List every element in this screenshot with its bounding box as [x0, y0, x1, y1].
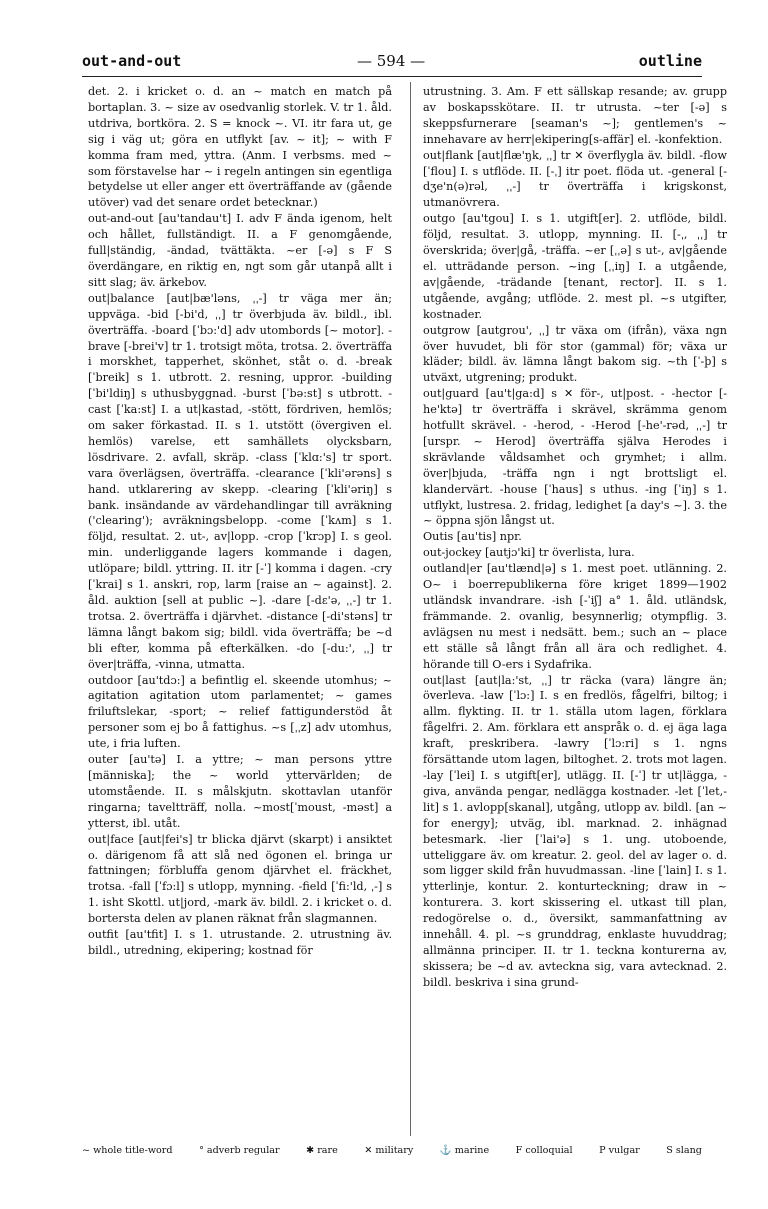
- dictionary-entry: Outis [au'tis] npr.: [423, 530, 522, 544]
- legend-item: ~ whole title-word: [82, 1145, 173, 1156]
- abbreviation-legend: [82, 1145, 702, 1156]
- dictionary-entry: outdoor [au'tdɔ:] a befintlig el. skeende utomhus; ~ agitation agitation utom parlamentet; ~ games friluftslekar, -sport; ~ relief fattigunderstöd åt personer som ej bo å fattighus. ~s [ˌˌz] adv utomhus, ute, i fria luften.: [88, 673, 392, 751]
- page-number: — 594 —: [357, 52, 426, 70]
- dictionary-entry: outland|er [au'tlænd|ə] s 1. mest poet. utlänning. 2. O~ i boerrepublikerna före kriget 1899—1902 utländsk invandrare. -ish [-ˈiʃ] a° 1. åld. utländsk, främmande. 2. ovanlig, besynnerlig; otympflig. 3. avlägsen nu mest i nedsätt. bem.; such an ~ place ett ställe så långt från all ära och redlighet. 4. hörande till O-ers i Sydafrika.: [423, 562, 727, 671]
- left-column: [88, 84, 392, 959]
- dictionary-entry: outfit [au'tfit] I. s 1. utrustande. 2. utrustning äv. bildl., utredning, ekipering; kostnad för: [88, 928, 392, 957]
- legend-item: F colloquial: [515, 1145, 573, 1156]
- dictionary-entry: out|flank [aut|flæ'ŋk, ˌˌ] tr ✕ överflygla äv. bildl. -flow [ˈflou] I. s utflöde. II. [-ˌ] itr poet. flöda ut. -general [-dʒe'n(ə)rəl, ˌˌ-] tr överträffa i krigskonst, utmanövrera.: [423, 148, 727, 210]
- legend-item: P vulgar: [599, 1145, 640, 1156]
- legend-item: S slang: [666, 1145, 702, 1156]
- dictionary-entry: out|face [aut|fei's] tr blicka djärvt (skarpt) i ansiktet o. därigenom få att slå ned ögonen el. bringa ur fattningen; förbluffa genom djärvhet el. fräckhet, trotsa. -fall [ˈfɔ:l] s utlopp, mynning. -field [ˈfi:'ld, ˌ-] s 1. isht Skottl. ut|jord, -mark äv. bildl. 2. i kricket o. d. bortersta delen av planen räknat från slagmannen.: [88, 832, 392, 926]
- left-running-head: out-and-out: [82, 52, 182, 70]
- dictionary-entry: out|last [aut|la:'st, ˌˌ] tr räcka (vara) längre än; överleva. -law [ˈlɔ:] I. s en fredlös, fågelfri, biltog; i allm. flykting. II. tr 1. ställa utom lagen, förklara fågelfri. 2. Am. förklara ett anspråk o. d. ej äga laga kraft, preskribera. -lawry [ˈlɔ:ri] s 1. ngns försättande utom lagen, biltoghet. 2. trots mot lagen. -lay [ˈlei] I. s utgift[er], utlägg. II. [-ˈ] tr ut|lägga, -giva, använda pengar, nedlägga kostnader. -let [ˈlet,-lit] s 1. avlopp[skanal], utgång, utlopp av. bildl. [an ~ for energy]; utväg, ibl. marknad. 2. inhägnad betesmark. -lier [ˈlai'ə] s 1. ung. utoboende, utteliggare äv. om kreatur. 2. geol. del av lager o. d. som ligger skild från huvudmassan. -line [ˈlain] I. s 1. ytterlinje, kontur. 2. konturteckning; draw in ~ konturera. 3. kort skissering el. utkast till plan, redogörelse o. d., översikt, sammanfattning av innehåll. 4. pl. ~s grunddrag, enklaste huvuddrag; allmänna principer. II. tr 1. teckna konturerna av, skissera; be ~d av. avtecknа sig, vara avtecknad. 2. bildl. beskriva i sina grund-: [423, 673, 727, 989]
- dictionary-entry: outgrow [autgrou', ˌˌ] tr växa om (ifrån), växa ngn över huvudet, bli för stor (gammal) för; växa ur kläder; bildl. äv. lämna långt bakom sig. ~th [ˈ-þ] s utväxt, utgrening; produkt.: [423, 323, 727, 385]
- column-divider: [410, 82, 411, 1136]
- right-column: [423, 84, 727, 991]
- dictionary-entry: outgo [au'tgou] I. s 1. utgift[er]. 2. utflöde, bildl. följd, resultat. 3. utlopp, mynning. II. [-ˌ, ˌˌ] tr överskrida; över|gå, -träffa. ~er [ˌˌə] s ut-, av|gående el. utträdande person. ~ing [ˌˌiŋ] I. a utgående, av|gående, -trädande [tenant, rector]. II. s 1. utgående, avgång; utflöde. 2. mest pl. ~s utgifter, kostnader.: [423, 212, 727, 321]
- dictionary-entry: out|guard [au't|ga:d] s ✕ för-, ut|post. - -hector [-he'ktə] tr överträffa i skrävel, skrämma genom hotfullt skrävel. - -herod, - -Herod [-he'-rəd, ˌˌ-] tr [urspr. ~ Herod] överträffa själva Herodes i skrävlande våldsamhet och grymhet; i allm. över|bjuda, -träffa ngn i ngt brottsligt el. klandervärt. -house [ˈhaus] s uthus. -ing [ˈiŋ] s 1. utflykt, lustresa. 2. fridag, ledighet [a day's ~]. 3. the ~ öppna sjön långst ut.: [423, 387, 727, 528]
- header-rule: [82, 76, 702, 77]
- dictionary-entry: utrustning. 3. Am. F ett sällskap resande; av. grupp av boskapsskötare. II. tr utrusta. ~ter [-ə] s skeppsfurnerare [seaman's ~]; gentlemen's ~ innehavare av herr|ekipering[s-affär] el. -konfektion.: [423, 85, 727, 146]
- dictionary-entry: outer [au'tə] I. a yttre; ~ man persons yttre [människa]; the ~ world yttervärlden; de utomstående. II. s målskjutn. skottavlan utanför ringarna; taveltträff, nolla. ~most[ˈmoust, -məst] a ytterst, ibl. utåt.: [88, 753, 392, 830]
- dictionary-entry: out-and-out [au'tandau't] I. adv F ända igenom, helt och hållet, fullständigt. II. a F genomgående, full|ständig, -ändad, tvättäkta. ~er [-ə] s F S överdängare, en riktig en, ngt som går utanpå allt i sitt slag; äv. ärkebov.: [88, 212, 392, 289]
- legend-item: ✱ rare: [306, 1145, 338, 1156]
- legend-item: ° adverb regular: [199, 1145, 280, 1156]
- dictionary-entry: out-jockey [autjɔ'ki] tr överlista, lura.: [423, 546, 635, 560]
- page-header: [82, 52, 702, 74]
- legend-item: ✕ military: [364, 1145, 414, 1156]
- dictionary-entry: det. 2. i kricket o. d. an ~ match en match på bortaplan. 3. ~ size av osedvanlig storlek. V. tr 1. åld. utdriva, bortköra. 2. S = knock ~. VI. itr fara ut, ge sig i väg ut; göra en utflykt [av. ~ it]; ~ with F komma fram med, yttra. (Anm. I verbsms. med ~ som förstavelse har ~ i regeln antingen sin egentliga betydelse ut eller anger ett överträffande av (gående utöver) vad det senare ordet betecknar.): [88, 85, 392, 210]
- right-running-head: outline: [638, 52, 702, 70]
- legend-item: ⚓ marine: [439, 1145, 490, 1156]
- dictionary-entry: out|balance [aut|bæ'ləns, ˌˌ-] tr väga mer än; uppväga. -bid [-bi'd, ˌˌ] tr överbjuda äv. bildl., ibl. överträffa. -board [ˈbɔ:'d] adv utombords [~ motor]. -brave [-brei'v] tr 1. trotsigt möta, trotsa. 2. överträffa i morskhet, tapperhet, skönhet, ståt o. d. -break [ˈbreik] s 1. utbrott. 2. resning, uppror. -building [ˈbi'ldiŋ] s uthusbyggnad. -burst [ˈbə:st] s utbrott. -cast [ˈka:st] I. a ut|kastad, -stött, fördriven, hemlös; om saker förkastad. II. s 1. utstött (övergiven el. hemlös) varelse, ett samhällets olycksbarn, lösdrivare. 2. avfall, skräp. -class [ˈklɑ:'s] tr sport. vara överlägsen, överträffa. -clearance [ˈkli'ərəns] s hand. utklarering av skepp. -clearing [ˈkli'əriŋ] s bank. insändande av värdehandlingar till avräkning ('clearing'); avräkningsbelopp. -come [ˈkʌm] s 1. följd, resultat. 2. ut-, av|lopp. -crop [ˈkrɔp] I. s geol. min. underliggande lagers kommande i dagen, utlöpare; bildl. yttring. II. itr [-ˈ] komma i dagen. -cry [ˈkrai] s 1. anskri, rop, larm [raise an ~ against]. 2. åld. auktion [sell at public ~]. -dare [-dɛ'ə, ˌˌ-] tr 1. trotsa. 2. överträffa i djärvhet. -distance [-di'stəns] tr lämna långt bakom sig; bildl. vida överträffa; be ~d bli efter, komma på efterkälken. -do [-du:', ˌˌ] tr över|träffa, -vinna, utmatta.: [88, 291, 392, 671]
